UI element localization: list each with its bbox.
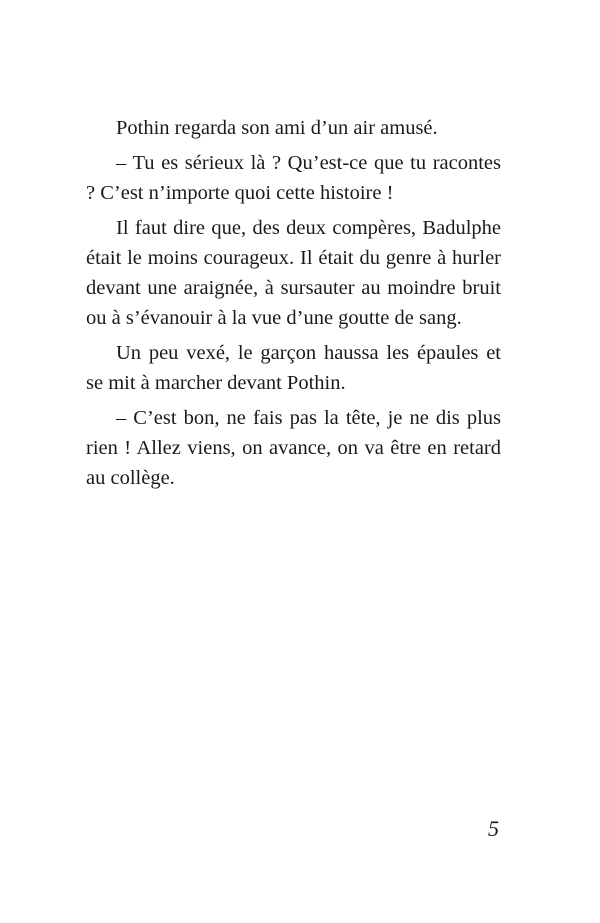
paragraph-4: Un peu vexé, le garçon haussa les épaules et se mit à marcher devant Pothin. bbox=[86, 342, 501, 394]
paragraph-3: Il faut dire que, des deux compères, Badulphe était le moins courageux. Il était du genre à hurler devant une araignée, à sursauter au moindre bruit ou à s’évanouir à la vue d’une goutte de sang. bbox=[86, 217, 501, 329]
paragraph-2: – Tu es sérieux là ? Qu’est-ce que tu racontes ? C’est n’importe quoi cette histoire ! bbox=[86, 152, 501, 204]
page-number: 5 bbox=[488, 816, 499, 841]
paragraph-1: Pothin regarda son ami d’un air amusé. bbox=[116, 117, 438, 139]
paragraph-5: – C’est bon, ne fais pas la tête, je ne dis plus rien ! Allez viens, on avance, on va être en retard au collège. bbox=[86, 407, 501, 489]
body-text bbox=[86, 113, 501, 498]
